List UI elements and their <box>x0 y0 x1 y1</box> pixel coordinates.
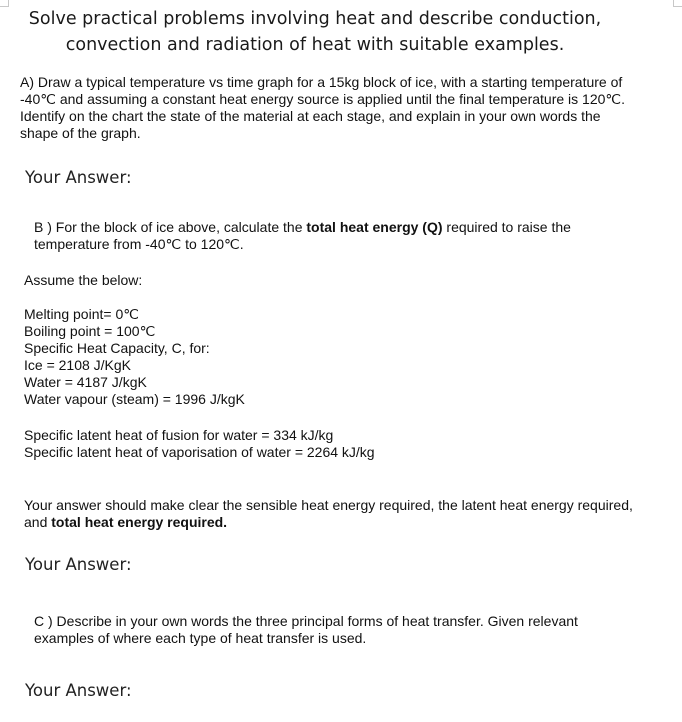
question-c <box>34 613 578 647</box>
title-line-1: Solve practical problems involving heat and describe conduction, <box>28 9 602 29</box>
question-c-line: examples of where each type of heat transfer is used. <box>34 630 367 646</box>
answer-requirements-line-1: Your answer should make clear the sensible heat energy required, the latent heat energy required, <box>24 497 633 513</box>
page-corner-right <box>673 0 682 7</box>
given-data-line: Boiling point = 100℃ <box>24 323 156 339</box>
latent-heat-data <box>24 427 375 461</box>
given-data-line: Specific Heat Capacity, C, for: <box>24 340 210 356</box>
question-a-line: shape of the graph. <box>20 125 141 141</box>
question-c-line: C ) Describe in your own words the three principal forms of heat transfer. Given relevant <box>34 613 578 629</box>
given-data-line: Melting point= 0℃ <box>24 306 139 322</box>
question-a-line: -40℃ and assuming a constant heat energy source is applied until the final temperature is 120℃. <box>20 91 626 107</box>
answer-label-a: Your Answer: <box>25 168 132 187</box>
given-data-line: Water vapour (steam) = 1996 J/kgK <box>24 391 245 407</box>
question-b-line-1: B ) For the block of ice above, calculate the total heat energy (Q) required to raise the <box>34 219 571 235</box>
question-a-line: Identify on the chart the state of the material at each stage, and explain in your own words the <box>20 108 601 124</box>
title-line-2: convection and radiation of heat with suitable examples. <box>65 35 565 55</box>
answer-label-b: Your Answer: <box>25 555 132 574</box>
question-a-line: A) Draw a typical temperature vs time graph for a 15kg block of ice, with a starting temperature of <box>20 74 623 90</box>
latent-heat-line: Specific latent heat of vaporisation of water = 2264 kJ/kg <box>24 444 375 460</box>
given-data-line: Ice = 2108 J/KgK <box>24 357 132 373</box>
assume-label: Assume the below: <box>24 272 143 288</box>
question-b-line-2: temperature from -40℃ to 120℃. <box>34 236 244 252</box>
given-data-line: Water = 4187 J/kgK <box>24 374 147 390</box>
question-a <box>20 74 625 142</box>
answer-label-c: Your Answer: <box>25 681 132 700</box>
answer-requirements-line-2: and total heat energy required. <box>24 514 228 530</box>
latent-heat-line: Specific latent heat of fusion for water = 334 kJ/kg <box>24 427 334 443</box>
question-b <box>34 219 571 253</box>
page-title <box>0 6 630 58</box>
answer-requirements <box>24 497 633 531</box>
given-data <box>24 306 245 408</box>
